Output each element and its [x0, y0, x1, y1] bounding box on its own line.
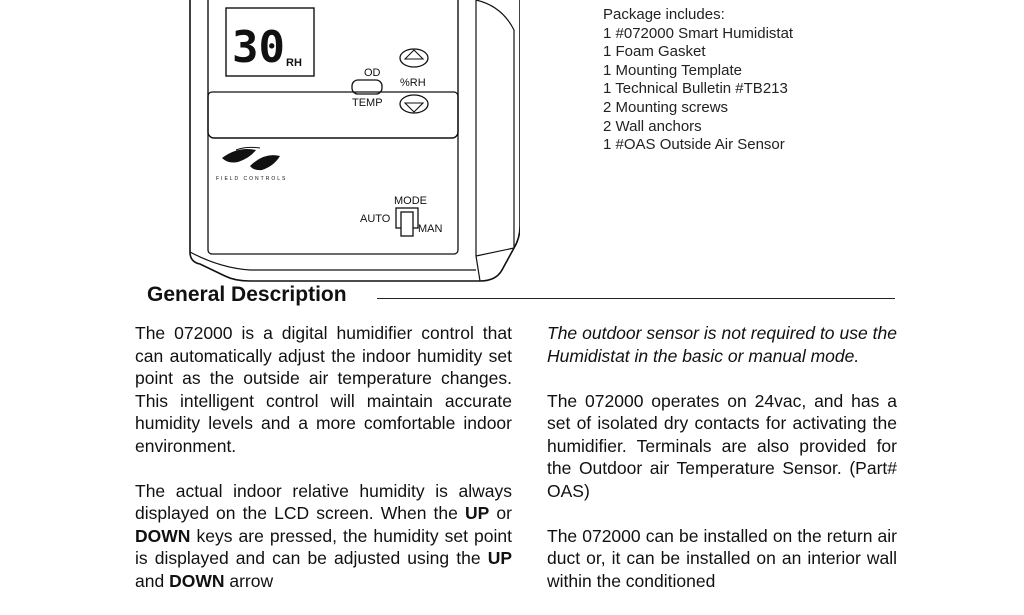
- rh-label: %RH: [400, 77, 426, 89]
- paragraph: [135, 480, 512, 593]
- italic-note: The outdoor sensor is not required to use the Humidistat in the basic or manual mode.: [547, 323, 897, 366]
- package-item: 1 #072000 Smart Humidistat: [603, 24, 794, 42]
- lcd-value: 30: [232, 22, 285, 73]
- package-item: 1 Mounting Template: [603, 61, 742, 79]
- package-item: 2 Wall anchors: [603, 117, 702, 135]
- key-name-up: UP: [487, 548, 512, 568]
- key-name-down: DOWN: [169, 570, 225, 591]
- package-item: 1 Foam Gasket: [603, 43, 706, 61]
- text-run: and: [135, 570, 170, 591]
- text-run: arrow: [224, 570, 274, 591]
- up-arrow-button[interactable]: [400, 49, 428, 67]
- package-item: 1 Technical Bulletin #TB213: [603, 80, 788, 98]
- down-arrow-button[interactable]: [400, 95, 428, 113]
- text-run: keys are pressed, the humidity set point is displayed and can be adjusted using the: [135, 525, 512, 568]
- paragraph: The 072000 is a digital humidifier control that can automatically adjust the indoor humidity set point as the outside air temperature changes. This intelligent control will maintain accurate humidity levels and a more comfortable indoor environment.: [135, 323, 512, 456]
- mode-man-label: MAN: [418, 223, 443, 235]
- package-item: 2 Mounting screws: [603, 98, 729, 116]
- text-run: The actual indoor relative humidity is always displayed on the LCD screen. When the: [135, 480, 512, 523]
- lcd-unit: RH: [286, 57, 302, 69]
- mode-auto-label: AUTO: [360, 213, 391, 225]
- key-name-up: UP: [464, 503, 490, 523]
- text-run: or: [489, 503, 512, 523]
- paragraph: The 072000 can be installed on the return air duct or, it can be installed on an interior wall within the conditioned: [547, 525, 897, 591]
- section-header: [147, 282, 895, 308]
- mode-label: MODE: [394, 195, 427, 207]
- package-contents: [603, 6, 793, 155]
- brand-text: FIELD CONTROLS: [216, 176, 288, 182]
- left-column: [135, 322, 512, 615]
- od-label: OD: [364, 67, 381, 79]
- package-item: 1 #OAS Outside Air Sensor: [603, 136, 785, 154]
- section-title: General Description: [147, 283, 347, 306]
- temp-label: TEMP: [352, 97, 383, 109]
- package-heading: Package includes:: [603, 6, 725, 23]
- paragraph: The 072000 operates on 24vac, and has a set of isolated dry contacts for activating the humidifier. Terminals are also provided for the Outdoor air Temperature Sensor. (Part# OAS): [547, 390, 897, 501]
- humidistat-illustration: [180, 0, 520, 286]
- section-divider-rule: [377, 298, 895, 299]
- right-column: [547, 322, 897, 615]
- key-name-down: DOWN: [135, 525, 191, 546]
